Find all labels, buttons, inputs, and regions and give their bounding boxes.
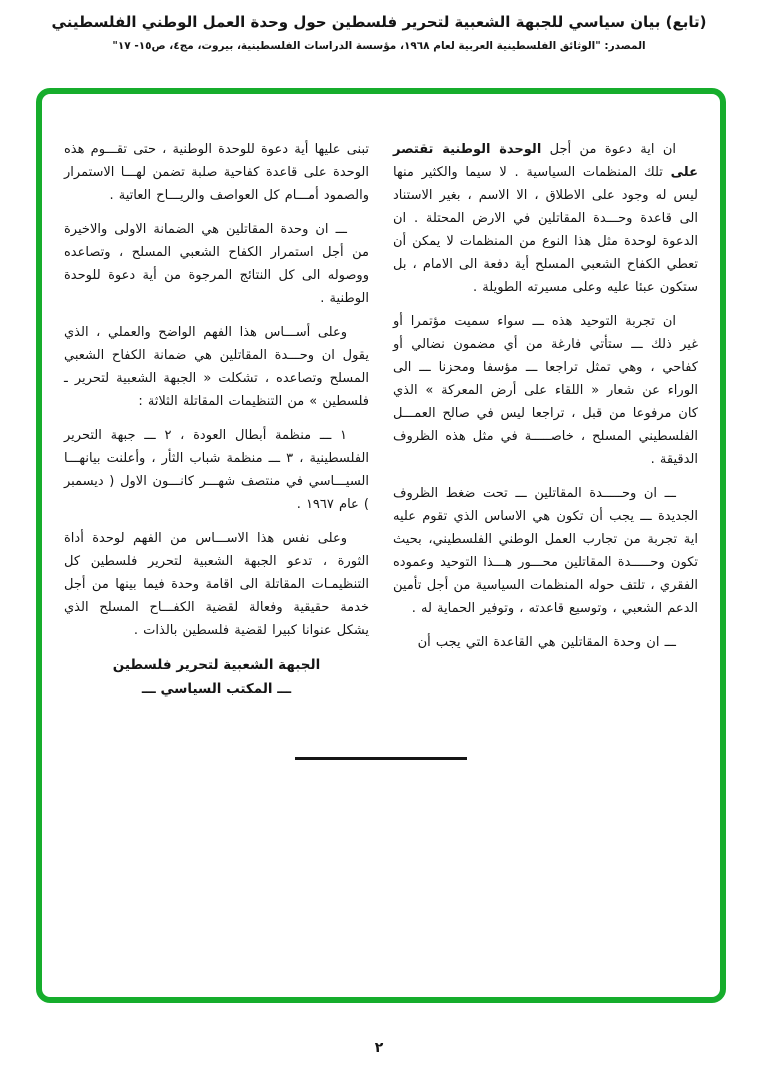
green-border-frame: [36, 88, 726, 1003]
two-column-text-block: [42, 94, 720, 701]
signature-organization: الجبهة الشعبية لتحرير فلسطين: [112, 657, 321, 673]
paragraph-fighters-unity-base-continued: ـــ ان وحدة المقاتلين هي القاعدة التي يجب أن: [417, 635, 676, 650]
paragraph-bold-text: الوحدة الوطنية تقتصر على: [393, 142, 698, 180]
document-source-citation: المصدر: "الوثائق الفلسطينية العربية لعام ١٩٦٨، مؤسسة الدراسات الفلسطينية، بيروت، مج٤، ص١٥- ١٧": [112, 40, 646, 52]
paragraph-unity-call-limits: [393, 138, 698, 299]
signature-political-bureau: ـــ المكتب السياسي ـــ: [141, 681, 292, 697]
paragraph-call-for-unity: وعلى نفس هذا الاســـاس من الفهم لوحدة أداة الثورة ، تدعو الجبهة الشعبية لتحرير فلسطين كل التنظيمـات المقاتلة الى اقامة وحدة فيما بينها من أجل خدمة حقيقية وفعالة لقضية الكفـــاح المسلح الذي يشكل عنوانا كبيرا لقضية فلسطين بالذات .: [64, 531, 369, 638]
paragraph-first-last-guarantee: ـــ ان وحدة المقاتلين هي الضمانة الاولى والاخيرة من أجل استمرار الكفاح الشعبي المسلح ، وتصاعده ووصوله الى كل النتائج المرجوة من أية دعوة للوحدة الوطنية .: [64, 222, 369, 306]
section-divider-rule: [295, 757, 467, 760]
paragraph-unification-experiment: ان تجربة التوحيد هذه ـــ سواء سميت مؤتمرا أو غير ذلك ـــ ستأتي فارغة من أي مضمون نضالي أو كفاحي ، وهي تمثل تراجعا ـــ مؤسفا ومحزنا ـــ الى الوراء عن شعار « اللقاء على أرض المعركة » الذي كان مرفوعا من قبل ، تراجعا ليس في صالح العمـــل الفلسطيني المسلح ، خاصـــــة في مثل هذه الظروف الدقيقة .: [393, 314, 698, 467]
page-header: [0, 0, 758, 52]
paragraph-text: تلك المنظمات السياسية . لا سيما والكثير منها ليس له وجود على الاطلاق ، الا الاسم ، بغير الاستناد الى قاعدة وحـــدة المقاتلين في الارض المحتلة . ان الدعوة لوحدة مثل هذا النوع من المنظمات لا يمكن أن تعطي الكفاح الشعبي المسلح أية دفعة الى الامام ، بل ستكون عبئا عليه وعلى مسيرته الطويلة .: [393, 165, 698, 295]
column-left: [64, 138, 369, 701]
column-right: [393, 138, 698, 701]
paragraph-text: ان اية دعوة من أجل: [541, 142, 676, 157]
page-number: ٢: [374, 1040, 384, 1056]
document-title: (تابع) بيان سياسي للجبهة الشعبية لتحرير فلسطين حول وحدة العمل الوطني الفلسطيني: [51, 13, 707, 31]
paragraph-front-formation: وعلى أســـاس هذا الفهم الواضح والعملي ، الذي يقول ان وحـــدة المقاتلين هي ضمانة الكفاح الشعبي المسلح وتصاعده ، تشكلت « الجبهة الشعبية لتحرير ـ فلسطين » من التنظيمات المقاتلة الثلاثة :: [64, 325, 369, 409]
paragraph-continuation-national-unity: تبنى عليها أية دعوة للوحدة الوطنية ، حتى تقـــوم هذه الوحدة على قاعدة كفاحية صلبة تضمن لهـــا الاستمرار والصمود أمـــام كل العواصف والريـــاح العاتية .: [64, 142, 369, 203]
signature-block: [64, 653, 369, 701]
paragraph-fighters-unity-basis: ـــ ان وحـــــدة المقاتلين ـــ تحت ضغط الظروف الجديدة ـــ يجب أن تكون هي الاساس الذي تقوم عليه اية تجربة من تجارب العمل الوطني الفلسطيني، بحيث تكون وحـــــدة المقاتلين محـــور هـــذا التوحيد وعموده الفقري ، تلتف حوله المنظمات السياسية من أجل تأمين الدعم الشعبي ، وتوسيع قاعدته ، وتوفير الحماية له .: [393, 486, 698, 616]
paragraph-three-organizations: ١ ـــ منظمة أبطال العودة ، ٢ ـــ جبهة التحرير الفلسطينية ، ٣ ـــ منظمة شباب الثأر ، وأعلنت بيانهـــا السيـــاسي في منتصف شهـــر كانـــون الاول ( ديسمبر ) عام ١٩٦٧ .: [64, 428, 369, 512]
